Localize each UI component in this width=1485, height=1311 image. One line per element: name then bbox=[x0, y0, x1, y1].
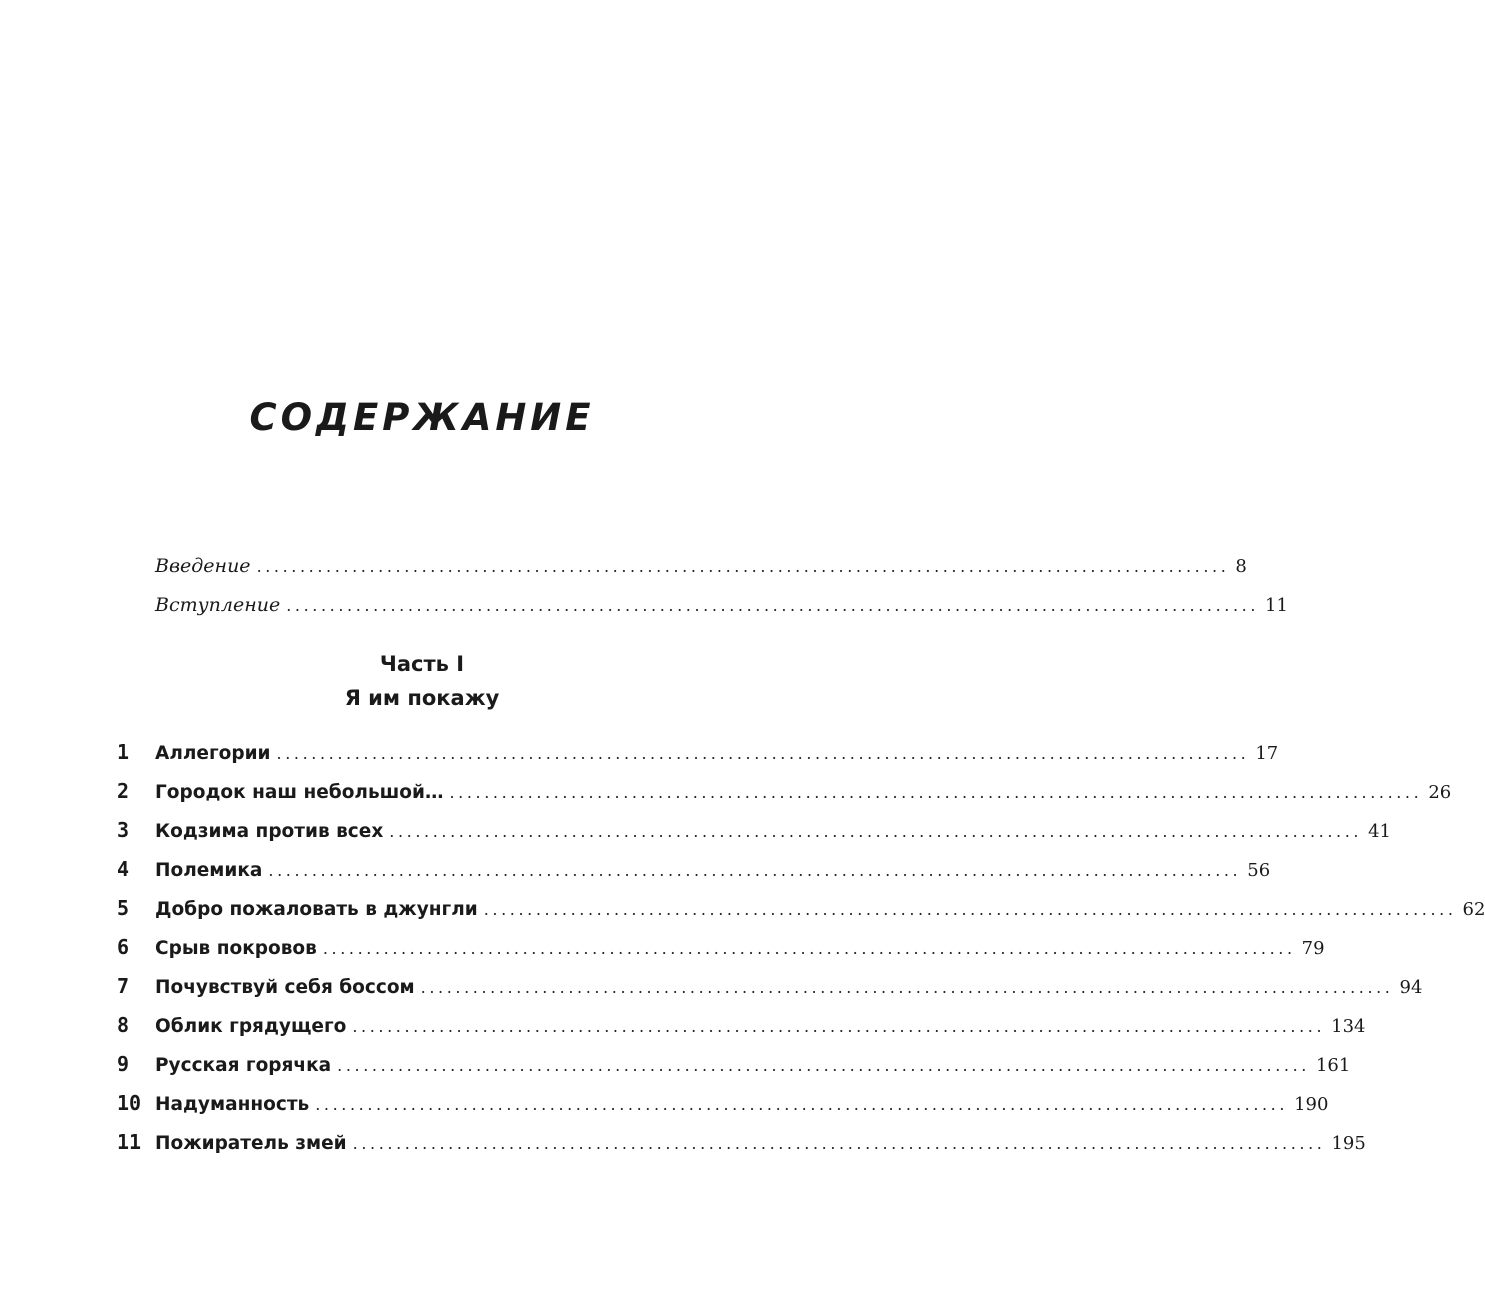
chapter-number: 2 bbox=[117, 779, 130, 803]
page-number: 26 bbox=[1428, 782, 1452, 803]
toc-chapter bbox=[117, 974, 1423, 1006]
dot-leader: ................................................................................................................ bbox=[337, 1056, 1310, 1075]
toc-chapter bbox=[117, 1052, 1351, 1084]
dot-leader: ................................................................................................................ bbox=[322, 939, 1296, 958]
toc-chapter bbox=[117, 896, 1485, 928]
page-number: 62 bbox=[1462, 899, 1485, 920]
chapter-number: 5 bbox=[117, 896, 130, 920]
dot-leader: ................................................................................................................ bbox=[352, 1017, 1326, 1036]
chapter-title: Почувствуй себя боссом bbox=[155, 977, 415, 998]
chapter-title: Облик грядущего bbox=[155, 1016, 347, 1037]
dot-leader: ................................................................................................................ bbox=[420, 978, 1394, 997]
dot-leader: ................................................................................................................ bbox=[352, 1134, 1326, 1153]
toc-chapter bbox=[117, 818, 1391, 850]
page-number: 94 bbox=[1399, 977, 1423, 998]
toc-entry-introduction bbox=[155, 555, 1247, 587]
page-number: 161 bbox=[1315, 1055, 1351, 1076]
page-number: 79 bbox=[1301, 938, 1325, 959]
chapter-number: 6 bbox=[117, 935, 130, 959]
page-number: 195 bbox=[1331, 1133, 1366, 1154]
chapter-title: Пожиратель змей bbox=[155, 1133, 347, 1154]
dot-leader: ................................................................................................................ bbox=[483, 900, 1457, 919]
toc-chapter bbox=[117, 1130, 1366, 1162]
chapter-title: Русская горячка bbox=[155, 1055, 332, 1076]
toc-chapter bbox=[117, 935, 1325, 967]
dot-leader: ................................................................................................................ bbox=[389, 822, 1363, 841]
chapter-number: 11 bbox=[117, 1130, 142, 1154]
toc-chapter bbox=[117, 740, 1279, 772]
chapter-title: Аллегории bbox=[155, 743, 271, 764]
dot-leader: ................................................................................................................ bbox=[268, 861, 1242, 880]
chapter-number: 3 bbox=[117, 818, 130, 842]
dot-leader: ................................................................................................................ bbox=[256, 557, 1230, 576]
page-number: 8 bbox=[1235, 556, 1247, 577]
page-number: 41 bbox=[1368, 821, 1391, 842]
chapter-number: 7 bbox=[117, 974, 130, 998]
chapter-title: Кодзима против всех bbox=[155, 821, 384, 842]
page-number: 17 bbox=[1255, 743, 1279, 764]
chapter-number: 1 bbox=[117, 740, 130, 764]
dot-leader: ................................................................................................................ bbox=[286, 596, 1260, 615]
toc-chapter bbox=[117, 857, 1271, 889]
part-label: Часть I bbox=[379, 652, 465, 676]
toc-chapter bbox=[117, 779, 1452, 811]
dot-leader: ................................................................................................................ bbox=[449, 783, 1423, 802]
page-number: 190 bbox=[1294, 1094, 1329, 1115]
toc-chapter bbox=[117, 1091, 1329, 1123]
page-title: СОДЕРЖАНИЕ bbox=[249, 396, 595, 439]
page-number: 11 bbox=[1265, 595, 1288, 616]
page-number: 134 bbox=[1331, 1016, 1366, 1037]
chapter-number: 10 bbox=[117, 1091, 142, 1115]
chapter-number: 8 bbox=[117, 1013, 130, 1037]
chapter-title: Городок наш небольшой… bbox=[155, 782, 444, 803]
dot-leader: ................................................................................................................ bbox=[276, 744, 1250, 763]
toc-entry-preface bbox=[155, 594, 1288, 626]
page-number: 56 bbox=[1247, 860, 1271, 881]
entry-title: Введение bbox=[155, 555, 251, 577]
chapter-number: 9 bbox=[117, 1052, 130, 1076]
part-subtitle: Я им покажу bbox=[344, 686, 500, 710]
dot-leader: ................................................................................................................ bbox=[315, 1095, 1289, 1114]
chapter-title: Срыв покровов bbox=[155, 938, 317, 959]
chapter-title: Добро пожаловать в джунгли bbox=[155, 899, 478, 920]
entry-title: Вступление bbox=[155, 594, 281, 616]
chapter-number: 4 bbox=[117, 857, 130, 881]
toc-chapter bbox=[117, 1013, 1366, 1045]
chapter-title: Надуманность bbox=[155, 1094, 310, 1115]
chapter-title: Полемика bbox=[155, 860, 263, 881]
